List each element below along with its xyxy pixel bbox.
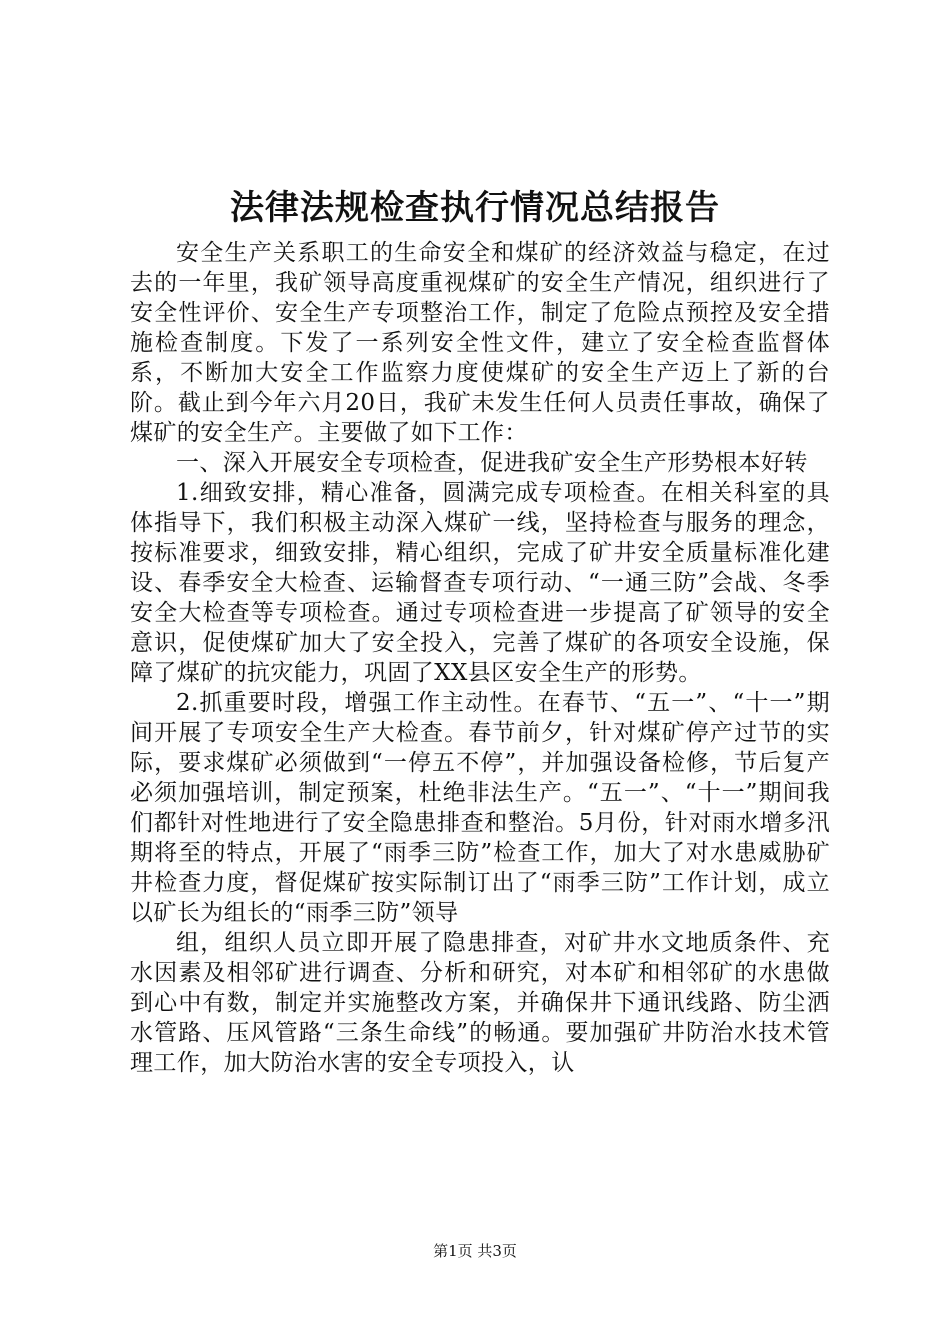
- paragraph-section-heading: 一、深入开展安全专项检查，促进我矿安全生产形势根本好转: [176, 450, 808, 476]
- page-footer: 第1页 共3页: [433, 1242, 517, 1260]
- paragraph-continuation: 组，组织人员立即开展了隐患排查，对矿井水文地质条件、充水因素及相邻矿进行调查、分析和研究，对本矿和相邻矿的水患做到心中有数，制定并实施整改方案，并确保井下通讯线路、防尘洒水管路、压风管路“三条生命线”的畅通。要加强矿井防治水技术管理工作，加大防治水害的安全专项投入，认: [130, 930, 830, 1076]
- paragraph-intro: 安全生产关系职工的生命安全和煤矿的经济效益与稳定，在过去的一年里，我矿领导高度重视煤矿的安全生产情况，组织进行了安全性评价、安全生产专项整治工作，制定了危险点预控及安全措施检查制度。下发了一系列安全性文件，建立了安全检查监督体系，不断加大安全工作监察力度使煤矿的安全生产迈上了新的台阶。截止到今年六月20日，我矿未发生任何人员责任事故，确保了煤矿的安全生产。主要做了如下工作：: [130, 240, 830, 446]
- paragraph-item-2: 2.抓重要时段，增强工作主动性。在春节、“五一”、“十一”期间开展了专项安全生产大检查。春节前夕，针对煤矿停产过节的实际，要求煤矿必须做到“一停五不停”，并加强设备检修，节后复产必须加强培训，制定预案，杜绝非法生产。“五一”、“十一”期间我们都针对性地进行了安全隐患排查和整治。5月份，针对雨水增多汛期将至的特点，开展了“雨季三防”检查工作，加大了对水患威胁矿井检查力度，督促煤矿按实际制订出了“雨季三防”工作计划，成立以矿长为组长的“雨季三防”领导: [130, 690, 830, 926]
- paragraph-item-1: 1.细致安排，精心准备，圆满完成专项检查。在相关科室的具体指导下，我们积极主动深入煤矿一线，坚持检查与服务的理念，按标准要求，细致安排，精心组织，完成了矿井安全质量标准化建设、春季安全大检查、运输督查专项行动、“一通三防”会战、冬季安全大检查等专项检查。通过专项检查进一步提高了矿领导的安全意识，促使煤矿加大了安全投入，完善了煤矿的各项安全设施，保障了煤矿的抗灾能力，巩固了XX县区安全生产的形势。: [130, 480, 830, 686]
- document-body: [130, 238, 830, 1078]
- document-title: 法律法规检查执行情况总结报告: [230, 188, 720, 228]
